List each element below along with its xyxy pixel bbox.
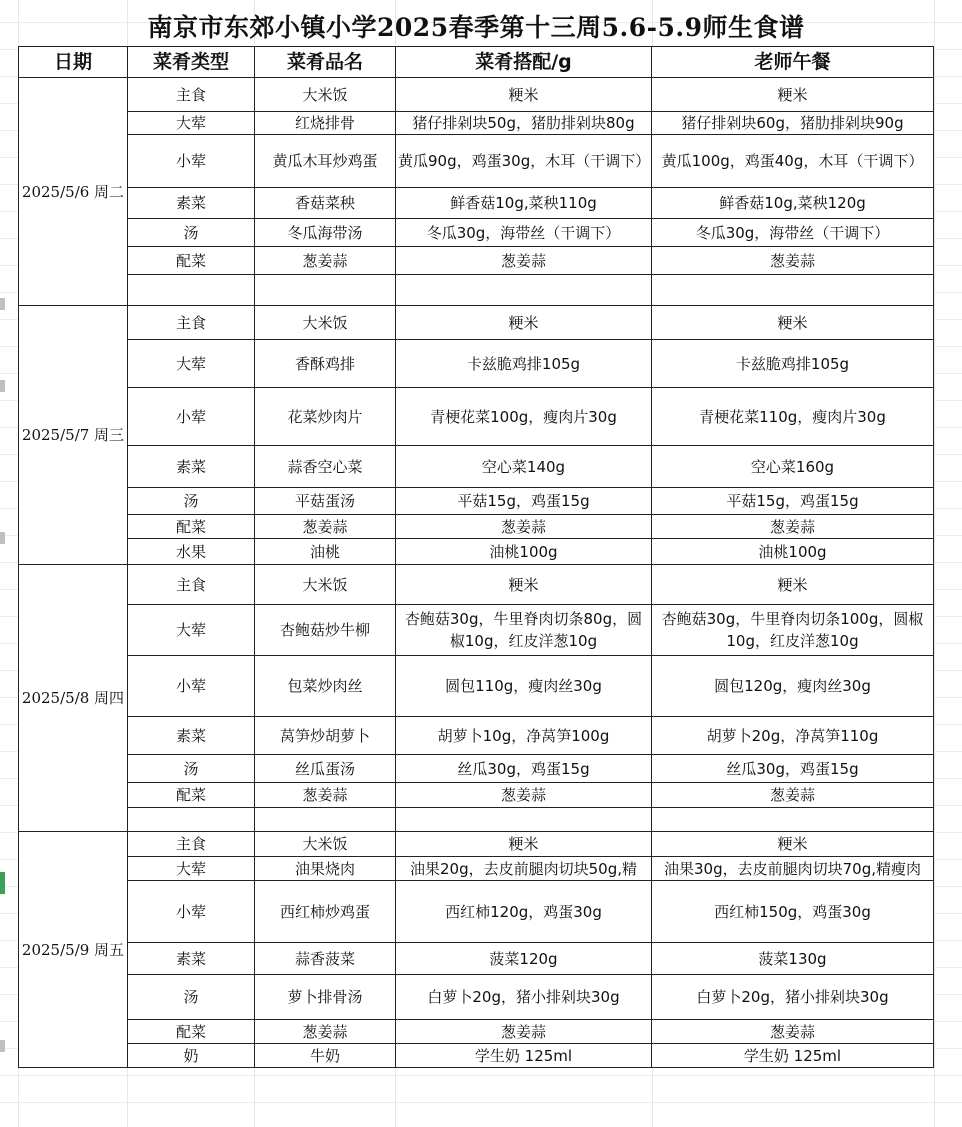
header-dish: 菜肴品名 <box>255 47 396 78</box>
type-cell[interactable]: 大荤 <box>128 857 255 881</box>
type-cell[interactable]: 素菜 <box>128 446 255 488</box>
dish-cell[interactable]: 蒜香菠菜 <box>255 943 396 975</box>
ingredients-cell[interactable]: 猪仔排剁块50g，猪肋排剁块80g <box>396 112 652 135</box>
table-row <box>19 78 934 112</box>
dish-cell[interactable]: 冬瓜海带汤 <box>255 219 396 247</box>
type-cell[interactable]: 主食 <box>128 832 255 857</box>
table-row <box>19 975 934 1020</box>
teacher-lunch-cell[interactable]: 黄瓜100g，鸡蛋40g，木耳（干调下） <box>652 135 934 188</box>
type-cell[interactable]: 主食 <box>128 306 255 340</box>
page-title: 南京市东郊小镇小学2025春季第十三周5.6-5.9师生食谱 <box>147 13 805 42</box>
grid-line <box>0 1075 962 1076</box>
ingredients-cell[interactable]: 杏鲍菇30g，牛里脊肉切条80g，圆椒10g，红皮洋葱10g <box>396 605 652 656</box>
dish-cell[interactable]: 红烧排骨 <box>255 112 396 135</box>
teacher-lunch-cell[interactable]: 冬瓜30g，海带丝（干调下） <box>652 219 934 247</box>
dish-cell[interactable]: 大米饭 <box>255 78 396 112</box>
table-row <box>19 515 934 539</box>
ingredients-cell[interactable]: 油果20g，去皮前腿肉切块50g,精 <box>396 857 652 881</box>
teacher-lunch-cell[interactable]: 粳米 <box>652 565 934 605</box>
dish-cell[interactable]: 大米饭 <box>255 565 396 605</box>
ingredients-cell[interactable]: 卡兹脆鸡排105g <box>396 340 652 388</box>
type-cell[interactable]: 配菜 <box>128 247 255 275</box>
ingredients-cell[interactable]: 葱姜蒜 <box>396 1020 652 1044</box>
table-row <box>19 565 934 605</box>
row-header-marker[interactable] <box>0 298 5 310</box>
table-row <box>19 135 934 188</box>
table-row <box>19 275 934 306</box>
dish-cell[interactable] <box>255 808 396 832</box>
type-cell[interactable] <box>128 275 255 306</box>
table-row <box>19 1044 934 1068</box>
dish-cell[interactable]: 包菜炒肉丝 <box>255 656 396 717</box>
ingredients-cell[interactable]: 学生奶 125ml <box>396 1044 652 1068</box>
teacher-lunch-cell[interactable]: 杏鲍菇30g，牛里脊肉切条100g，圆椒10g，红皮洋葱10g <box>652 605 934 656</box>
type-cell[interactable]: 汤 <box>128 755 255 783</box>
type-cell[interactable]: 水果 <box>128 539 255 565</box>
ingredients-cell[interactable]: 白萝卜20g，猪小排剁块30g <box>396 975 652 1020</box>
row-header-marker[interactable] <box>0 532 5 544</box>
type-cell[interactable]: 汤 <box>128 488 255 515</box>
teacher-lunch-cell[interactable]: 圆包120g，瘦肉丝30g <box>652 656 934 717</box>
teacher-lunch-cell[interactable]: 菠菜130g <box>652 943 934 975</box>
teacher-lunch-cell[interactable]: 猪仔排剁块60g，猪肋排剁块90g <box>652 112 934 135</box>
ingredients-cell[interactable] <box>396 808 652 832</box>
teacher-lunch-cell[interactable]: 葱姜蒜 <box>652 515 934 539</box>
table-row <box>19 188 934 219</box>
ingredients-cell[interactable]: 冬瓜30g，海带丝（干调下） <box>396 219 652 247</box>
ingredients-cell[interactable]: 青梗花菜100g，瘦肉片30g <box>396 388 652 446</box>
table-row <box>19 112 934 135</box>
teacher-lunch-cell[interactable]: 粳米 <box>652 78 934 112</box>
teacher-lunch-cell[interactable]: 丝瓜30g，鸡蛋15g <box>652 755 934 783</box>
dish-cell[interactable] <box>255 275 396 306</box>
row-header-marker[interactable] <box>0 380 5 392</box>
type-cell[interactable]: 小荤 <box>128 656 255 717</box>
ingredients-cell[interactable]: 粳米 <box>396 78 652 112</box>
table-row <box>19 539 934 565</box>
dish-cell[interactable]: 杏鲍菇炒牛柳 <box>255 605 396 656</box>
type-cell[interactable] <box>128 808 255 832</box>
dish-cell[interactable]: 葱姜蒜 <box>255 515 396 539</box>
header-teacher-lunch: 老师午餐 <box>652 47 934 78</box>
ingredients-cell[interactable]: 黄瓜90g，鸡蛋30g，木耳（干调下） <box>396 135 652 188</box>
teacher-lunch-cell[interactable] <box>652 808 934 832</box>
type-cell[interactable]: 奶 <box>128 1044 255 1068</box>
teacher-lunch-cell[interactable]: 青梗花菜110g，瘦肉片30g <box>652 388 934 446</box>
table-row <box>19 808 934 832</box>
header-date: 日期 <box>19 47 128 78</box>
table-row <box>19 388 934 446</box>
dish-cell[interactable]: 油桃 <box>255 539 396 565</box>
teacher-lunch-cell[interactable]: 粳米 <box>652 832 934 857</box>
header-type: 菜肴类型 <box>128 47 255 78</box>
row-header-marker[interactable] <box>0 1040 5 1052</box>
teacher-lunch-cell[interactable]: 空心菜160g <box>652 446 934 488</box>
teacher-lunch-cell[interactable]: 葱姜蒜 <box>652 1020 934 1044</box>
table-row <box>19 488 934 515</box>
type-cell[interactable]: 小荤 <box>128 388 255 446</box>
dish-cell[interactable]: 西红柿炒鸡蛋 <box>255 881 396 943</box>
teacher-lunch-cell[interactable]: 西红柿150g，鸡蛋30g <box>652 881 934 943</box>
dish-cell[interactable]: 大米饭 <box>255 832 396 857</box>
dish-cell[interactable]: 蒜香空心菜 <box>255 446 396 488</box>
type-cell[interactable]: 素菜 <box>128 717 255 755</box>
type-cell[interactable]: 小荤 <box>128 881 255 943</box>
teacher-lunch-cell[interactable]: 卡兹脆鸡排105g <box>652 340 934 388</box>
table-row <box>19 219 934 247</box>
dish-cell[interactable]: 黄瓜木耳炒鸡蛋 <box>255 135 396 188</box>
type-cell[interactable]: 素菜 <box>128 943 255 975</box>
table-row <box>19 755 934 783</box>
teacher-lunch-cell[interactable] <box>652 275 934 306</box>
dish-cell[interactable]: 花菜炒肉片 <box>255 388 396 446</box>
ingredients-cell[interactable]: 丝瓜30g，鸡蛋15g <box>396 755 652 783</box>
type-cell[interactable]: 大荤 <box>128 340 255 388</box>
teacher-lunch-cell[interactable]: 葱姜蒜 <box>652 783 934 808</box>
teacher-lunch-cell[interactable]: 平菇15g，鸡蛋15g <box>652 488 934 515</box>
type-cell[interactable]: 大荤 <box>128 605 255 656</box>
ingredients-cell[interactable]: 鲜香菇10g,菜秧110g <box>396 188 652 219</box>
dish-cell[interactable]: 丝瓜蛋汤 <box>255 755 396 783</box>
dish-cell[interactable]: 香酥鸡排 <box>255 340 396 388</box>
dish-cell[interactable]: 萝卜排骨汤 <box>255 975 396 1020</box>
dish-cell[interactable]: 葱姜蒜 <box>255 247 396 275</box>
type-cell[interactable]: 主食 <box>128 565 255 605</box>
header-ingredients: 菜肴搭配/g <box>396 47 652 78</box>
table-row <box>19 881 934 943</box>
teacher-lunch-cell[interactable]: 学生奶 125ml <box>652 1044 934 1068</box>
menu-table <box>18 46 934 1068</box>
type-cell[interactable]: 配菜 <box>128 515 255 539</box>
ingredients-cell[interactable] <box>396 275 652 306</box>
table-row <box>19 717 934 755</box>
teacher-lunch-cell[interactable]: 胡萝卜20g，净莴笋110g <box>652 717 934 755</box>
dish-cell[interactable]: 牛奶 <box>255 1044 396 1068</box>
type-cell[interactable]: 配菜 <box>128 1020 255 1044</box>
ingredients-cell[interactable]: 葱姜蒜 <box>396 515 652 539</box>
table-row <box>19 340 934 388</box>
ingredients-cell[interactable]: 菠菜120g <box>396 943 652 975</box>
teacher-lunch-cell[interactable]: 白萝卜20g，猪小排剁块30g <box>652 975 934 1020</box>
type-cell[interactable]: 汤 <box>128 219 255 247</box>
ingredients-cell[interactable]: 粳米 <box>396 306 652 340</box>
ingredients-cell[interactable]: 圆包110g，瘦肉丝30g <box>396 656 652 717</box>
table-row <box>19 656 934 717</box>
ingredients-cell[interactable]: 葱姜蒜 <box>396 783 652 808</box>
ingredients-cell[interactable]: 平菇15g，鸡蛋15g <box>396 488 652 515</box>
grid-line <box>0 1102 962 1103</box>
dish-cell[interactable]: 葱姜蒜 <box>255 1020 396 1044</box>
teacher-lunch-cell[interactable]: 鲜香菇10g,菜秧120g <box>652 188 934 219</box>
teacher-lunch-cell[interactable]: 油桃100g <box>652 539 934 565</box>
table-row <box>19 832 934 857</box>
type-cell[interactable]: 配菜 <box>128 783 255 808</box>
table-row <box>19 1020 934 1044</box>
dish-cell[interactable]: 油果烧肉 <box>255 857 396 881</box>
dish-cell[interactable]: 香菇菜秧 <box>255 188 396 219</box>
ingredients-cell[interactable]: 油桃100g <box>396 539 652 565</box>
ingredients-cell[interactable]: 胡萝卜10g，净莴笋100g <box>396 717 652 755</box>
table-row <box>19 605 934 656</box>
table-row <box>19 306 934 340</box>
row-header-marker[interactable] <box>0 872 5 894</box>
teacher-lunch-cell[interactable]: 油果30g，去皮前腿肉切块70g,精瘦肉 <box>652 857 934 881</box>
table-row <box>19 446 934 488</box>
ingredients-cell[interactable]: 粳米 <box>396 832 652 857</box>
type-cell[interactable]: 小荤 <box>128 135 255 188</box>
table-row <box>19 783 934 808</box>
grid-line <box>934 0 935 1127</box>
type-cell[interactable]: 主食 <box>128 78 255 112</box>
ingredients-cell[interactable]: 葱姜蒜 <box>396 247 652 275</box>
dish-cell[interactable]: 平菇蛋汤 <box>255 488 396 515</box>
dish-cell[interactable]: 大米饭 <box>255 306 396 340</box>
dish-cell[interactable]: 莴笋炒胡萝卜 <box>255 717 396 755</box>
table-row <box>19 247 934 275</box>
table-row <box>19 943 934 975</box>
header-row <box>19 47 934 78</box>
ingredients-cell[interactable]: 粳米 <box>396 565 652 605</box>
type-cell[interactable]: 素菜 <box>128 188 255 219</box>
type-cell[interactable]: 大荤 <box>128 112 255 135</box>
date-cell[interactable]: 2025/5/6 周二 <box>19 78 128 306</box>
ingredients-cell[interactable]: 空心菜140g <box>396 446 652 488</box>
dish-cell[interactable]: 葱姜蒜 <box>255 783 396 808</box>
teacher-lunch-cell[interactable]: 葱姜蒜 <box>652 247 934 275</box>
date-cell[interactable]: 2025/5/9 周五 <box>19 832 128 1068</box>
table-row <box>19 857 934 881</box>
ingredients-cell[interactable]: 西红柿120g，鸡蛋30g <box>396 881 652 943</box>
date-cell[interactable]: 2025/5/8 周四 <box>19 565 128 832</box>
type-cell[interactable]: 汤 <box>128 975 255 1020</box>
date-cell[interactable]: 2025/5/7 周三 <box>19 306 128 565</box>
teacher-lunch-cell[interactable]: 粳米 <box>652 306 934 340</box>
